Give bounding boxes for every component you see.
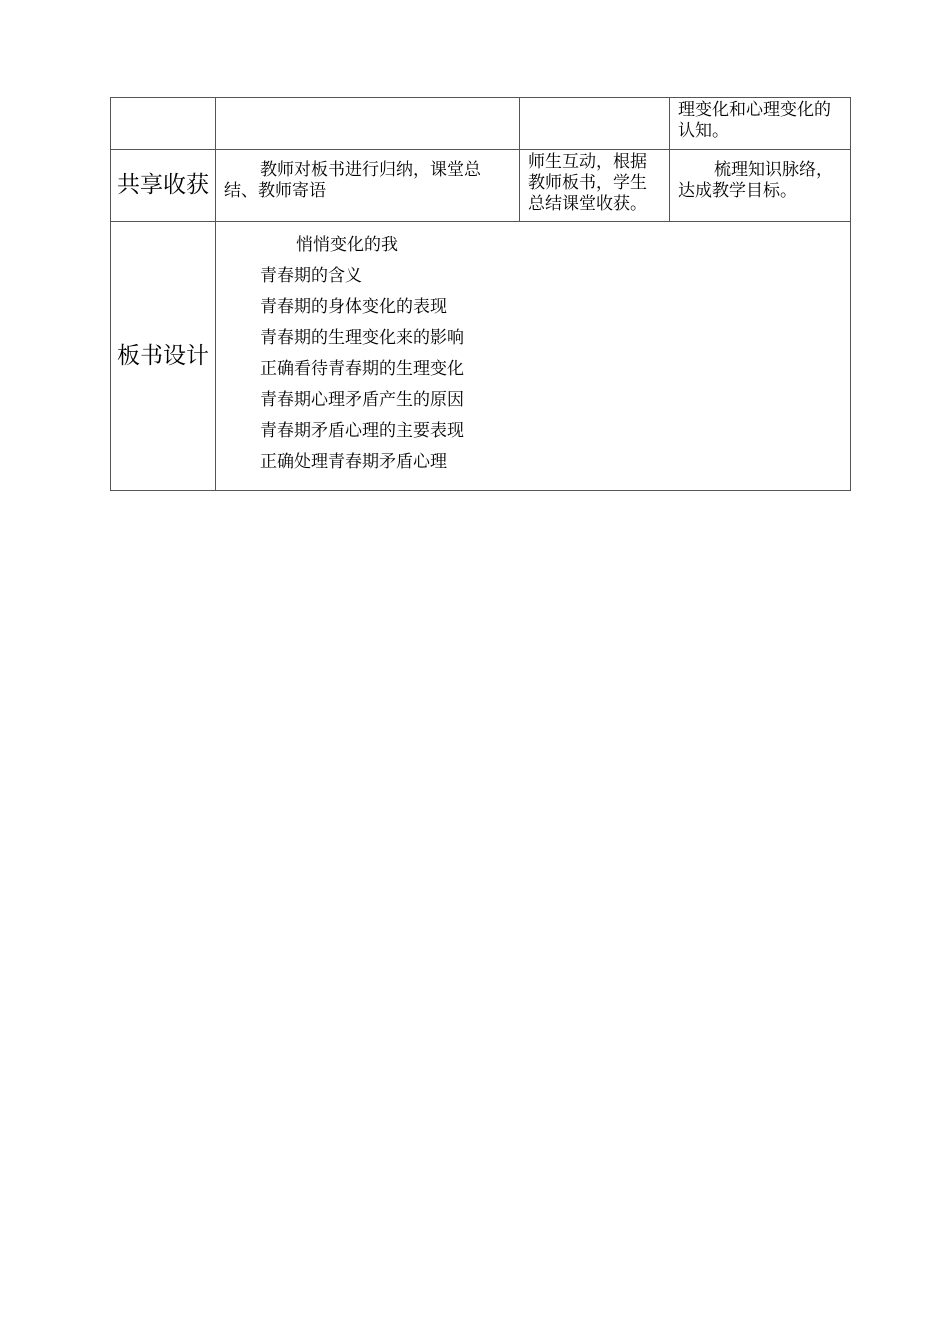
design-intent-text: 梳理知识脉络，达成教学目标。 [678, 160, 833, 201]
teacher-activity-cell-empty [216, 98, 520, 150]
board-line: 青春期的含义 [260, 266, 362, 286]
lesson-plan-table [110, 97, 851, 491]
table-row-board-design [111, 222, 851, 491]
design-intent-cell [670, 98, 851, 150]
row-header-board-design: 板书设计 [111, 222, 216, 491]
row-header-share-harvest: 共享收获 [111, 150, 216, 222]
teacher-activity-text: 教师对板书进行归纳，课堂总结、教师寄语 [224, 160, 481, 201]
student-activity-cell-empty [520, 98, 670, 150]
teacher-activity-cell [216, 150, 520, 222]
student-activity-text: 师生互动，根据教师板书，学生总结课堂收获。 [528, 152, 647, 214]
board-line: 青春期的生理变化来的影响 [260, 328, 464, 348]
board-line: 正确看待青春期的生理变化 [260, 359, 464, 379]
table-row-share-harvest [111, 150, 851, 222]
design-intent-text: 理变化和心理变化的认知。 [678, 100, 831, 141]
design-intent-cell [670, 150, 851, 222]
board-title: 悄悄变化的我 [296, 235, 398, 255]
board-design-cell [216, 222, 851, 491]
table-row-continued [111, 98, 851, 150]
board-line: 青春期矛盾心理的主要表现 [260, 421, 464, 441]
board-line: 正确处理青春期矛盾心理 [260, 452, 447, 472]
row-header-cell-empty [111, 98, 216, 150]
student-activity-cell [520, 150, 670, 222]
board-line: 青春期的身体变化的表现 [260, 297, 447, 317]
board-line: 青春期心理矛盾产生的原因 [260, 390, 464, 410]
